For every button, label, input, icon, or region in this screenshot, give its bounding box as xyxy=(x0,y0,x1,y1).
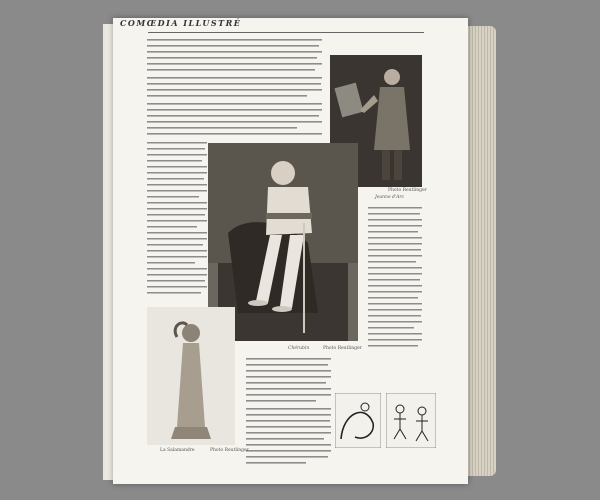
caption-jeanne-credit: Photo Reutlinger xyxy=(388,188,427,193)
text-lines-bottom xyxy=(246,356,331,471)
cartoon-right xyxy=(386,393,436,452)
caption-salamandre: La Salamandre xyxy=(160,448,195,453)
photo-salamandre-graphic xyxy=(147,307,235,445)
text-lines-left xyxy=(147,140,207,300)
text-block-top xyxy=(147,37,322,137)
text-lines-right xyxy=(368,205,422,355)
caption-cherubin: Chérubin xyxy=(288,346,310,351)
caption-jeanne-title: Jeanne d'Arc xyxy=(375,195,405,200)
text-lines-top xyxy=(147,37,322,137)
text-block-bottom xyxy=(246,356,331,471)
text-block-left xyxy=(147,140,207,300)
text-block-right xyxy=(368,205,422,355)
caption-cherubin-credit: Photo Reutlinger xyxy=(323,346,362,351)
photo-la-salamandre xyxy=(147,307,235,445)
cartoon-left xyxy=(335,393,381,452)
page-header-title: COMŒDIA ILLUSTRÉ xyxy=(120,18,242,28)
cartoon-left-graphic xyxy=(335,393,381,448)
caption-salamandre-credit: Photo Reutlinger xyxy=(210,448,249,453)
cartoon-right-graphic xyxy=(386,393,436,448)
header-rule xyxy=(148,32,424,33)
